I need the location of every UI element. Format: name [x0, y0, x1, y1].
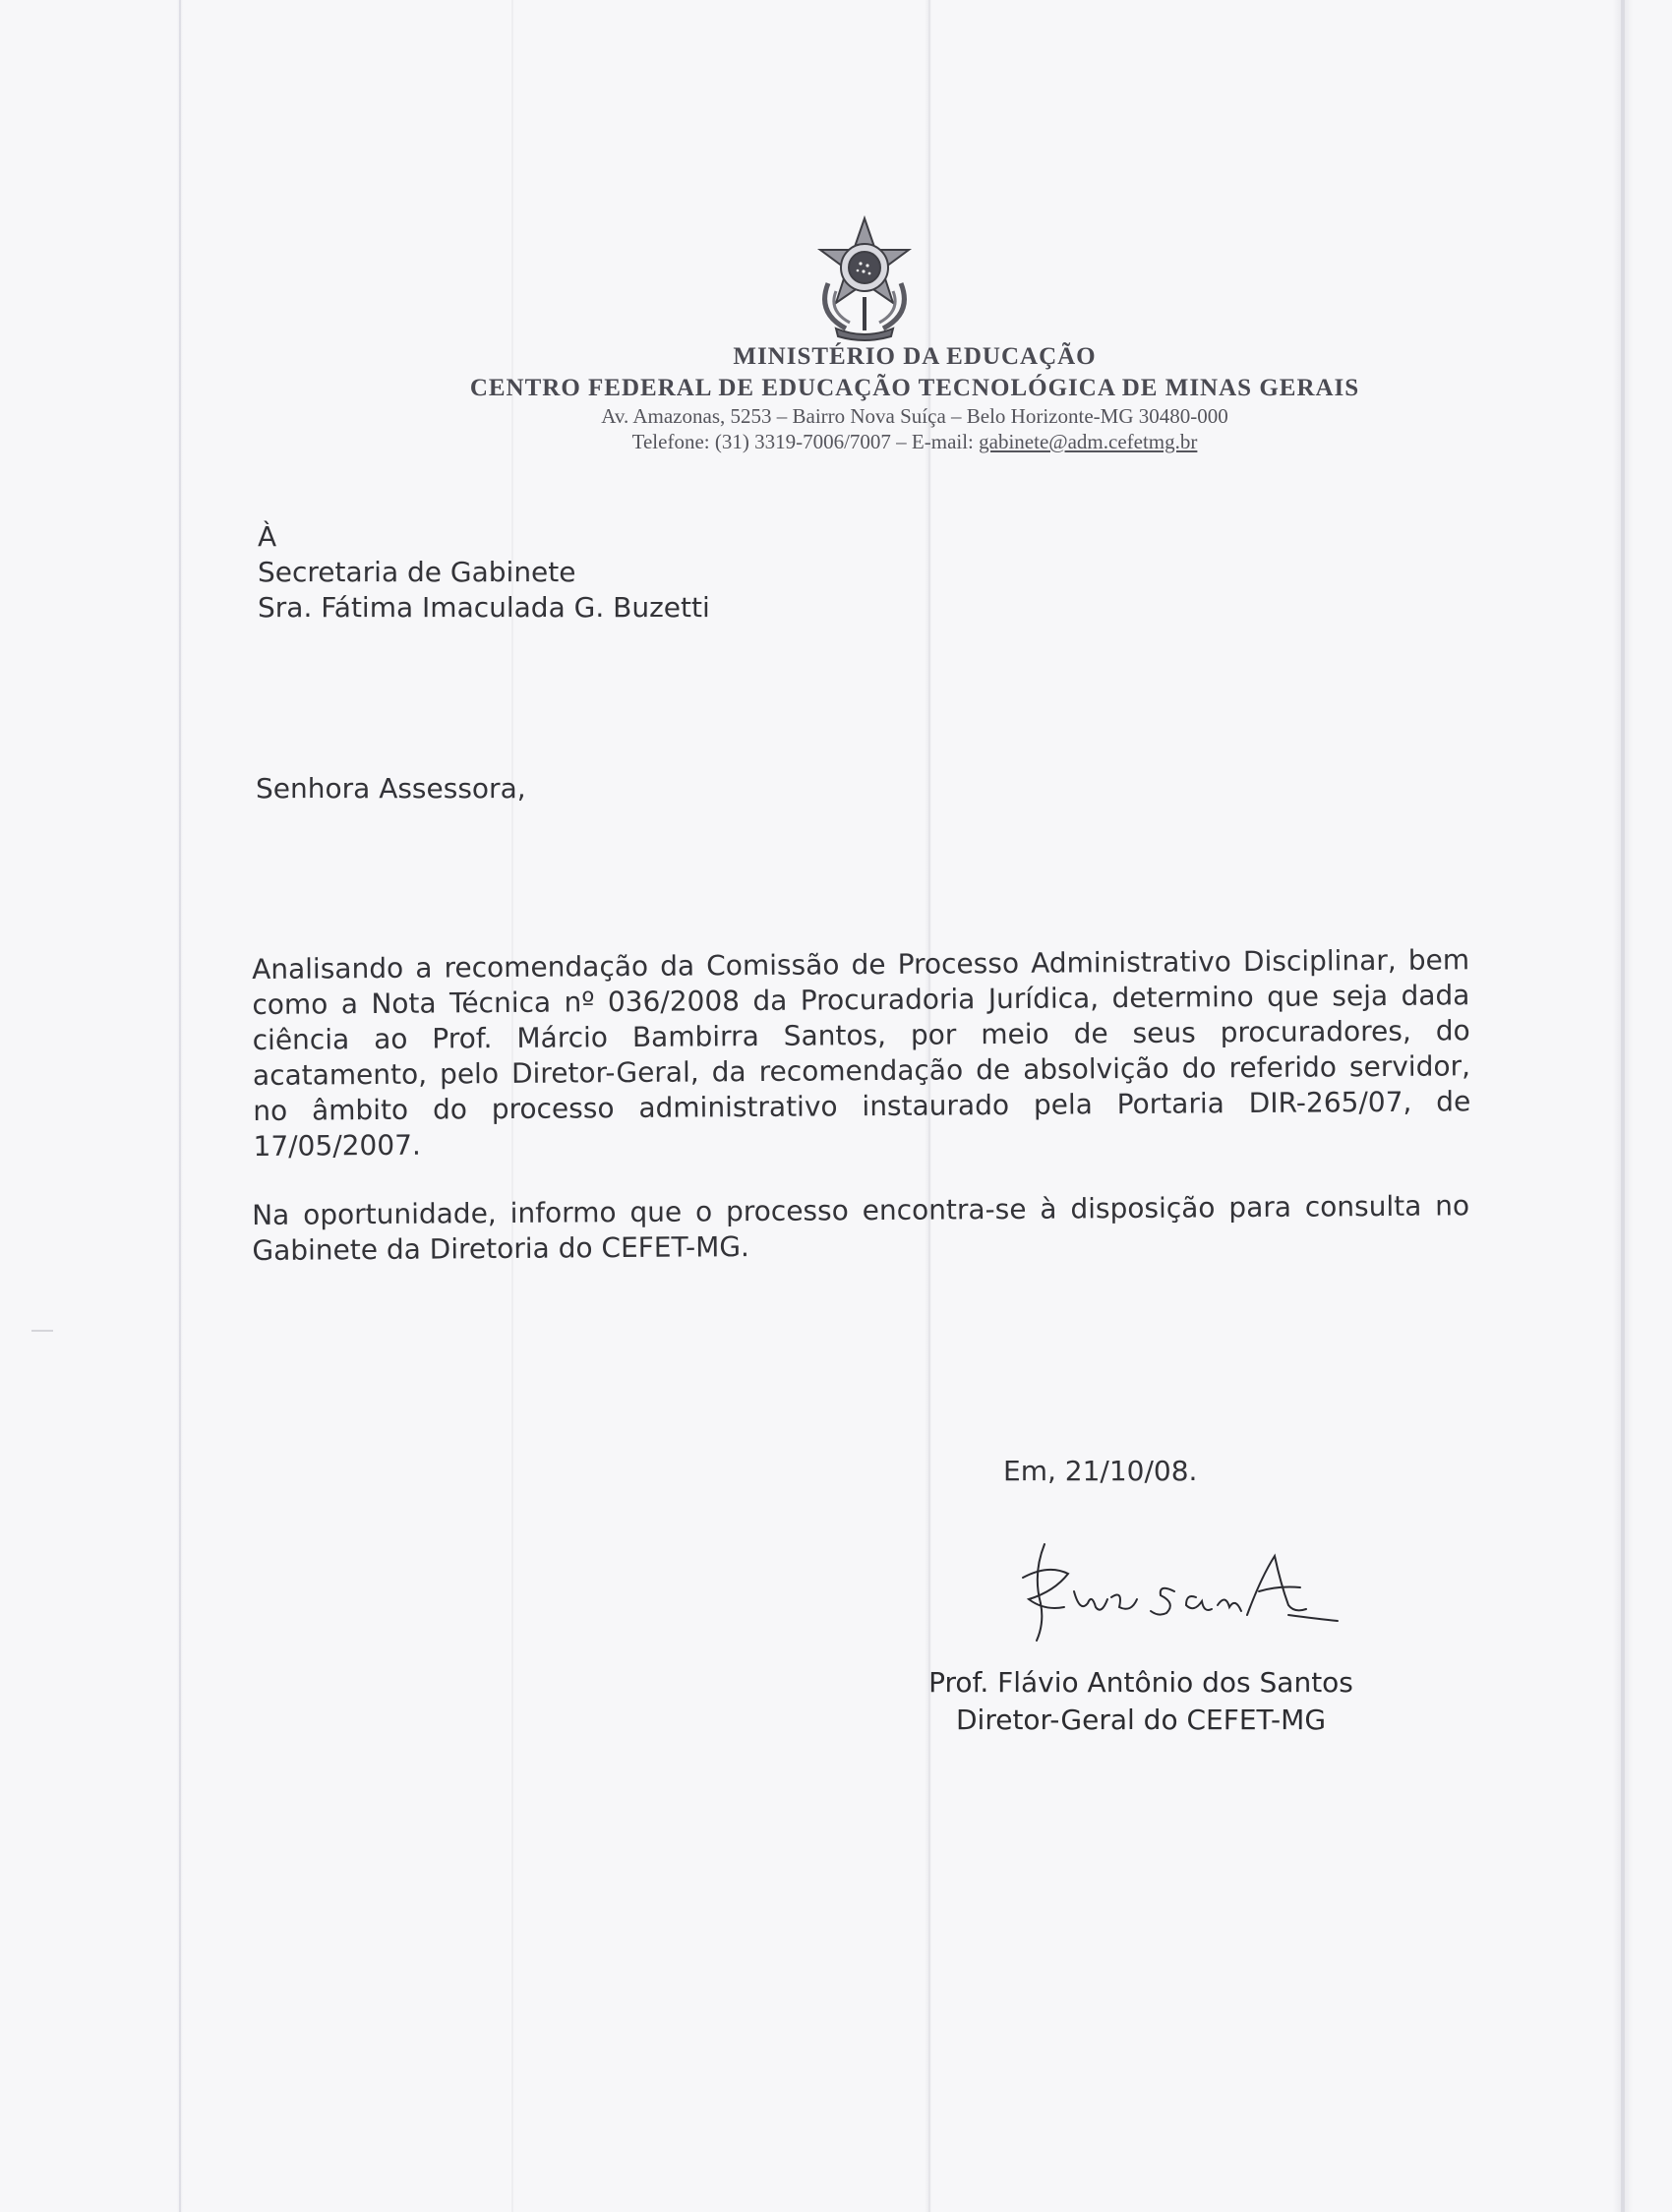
recipient-name: Sra. Fátima Imaculada G. Buzetti [258, 591, 710, 624]
handwritten-signature [993, 1534, 1387, 1652]
signer-title: Diretor-Geral do CEFET-MG [955, 1704, 1327, 1736]
institution-title: CENTRO FEDERAL DE EDUCAÇÃO TECNOLÓGICA DE MINAS GERAIS [469, 375, 1360, 401]
ministry-title: MINISTÉRIO DA EDUCAÇÃO [733, 343, 1097, 370]
national-coat-of-arms-icon [806, 214, 923, 344]
body-paragraph: Analisando a recomendação da Comissão de Processo Administrativo Disciplinar, bem como a Nota Técnica nº 036/2008 da Procuradoria Jurídica, determino que seja dada ciência ao Prof. Márcio Bambirra Santos, por meio de seus procuradores, do acatamento, pelo Diretor-Geral, da recomendação de absolvição do referido servidor, no âmbito do processo administrativo instaurado pela Portaria DIR-265/07, de 17/05/2007. [252, 943, 1471, 1163]
body-paragraph: Na oportunidade, informo que o processo encontra-se à disposição para consulta no Gabinete da Diretoria do CEFET-MG. [252, 1189, 1470, 1267]
scan-mark [31, 1330, 53, 1332]
letter-date: Em, 21/10/08. [1003, 1455, 1198, 1487]
phone-text: Telefone: (31) 3319-7006/7007 – E-mail: [631, 430, 980, 453]
scan-streak [1621, 0, 1625, 2212]
signer-block [905, 1664, 1377, 1739]
email-link[interactable]: gabinete@adm.cefetmg.br [979, 430, 1198, 453]
signer-name: Prof. Flávio Antônio dos Santos [928, 1666, 1353, 1699]
recipient-prefix: À [258, 520, 277, 553]
recipient-block [258, 519, 710, 626]
institution-address: Av. Amazonas, 5253 – Bairro Nova Suíça – Belo Horizonte-MG 30480-000 [601, 404, 1228, 428]
salutation: Senhora Assessora, [256, 772, 526, 805]
letterhead [325, 342, 1505, 454]
scan-streak [179, 0, 181, 2212]
institution-contact [325, 429, 1505, 454]
recipient-department: Secretaria de Gabinete [258, 556, 576, 588]
